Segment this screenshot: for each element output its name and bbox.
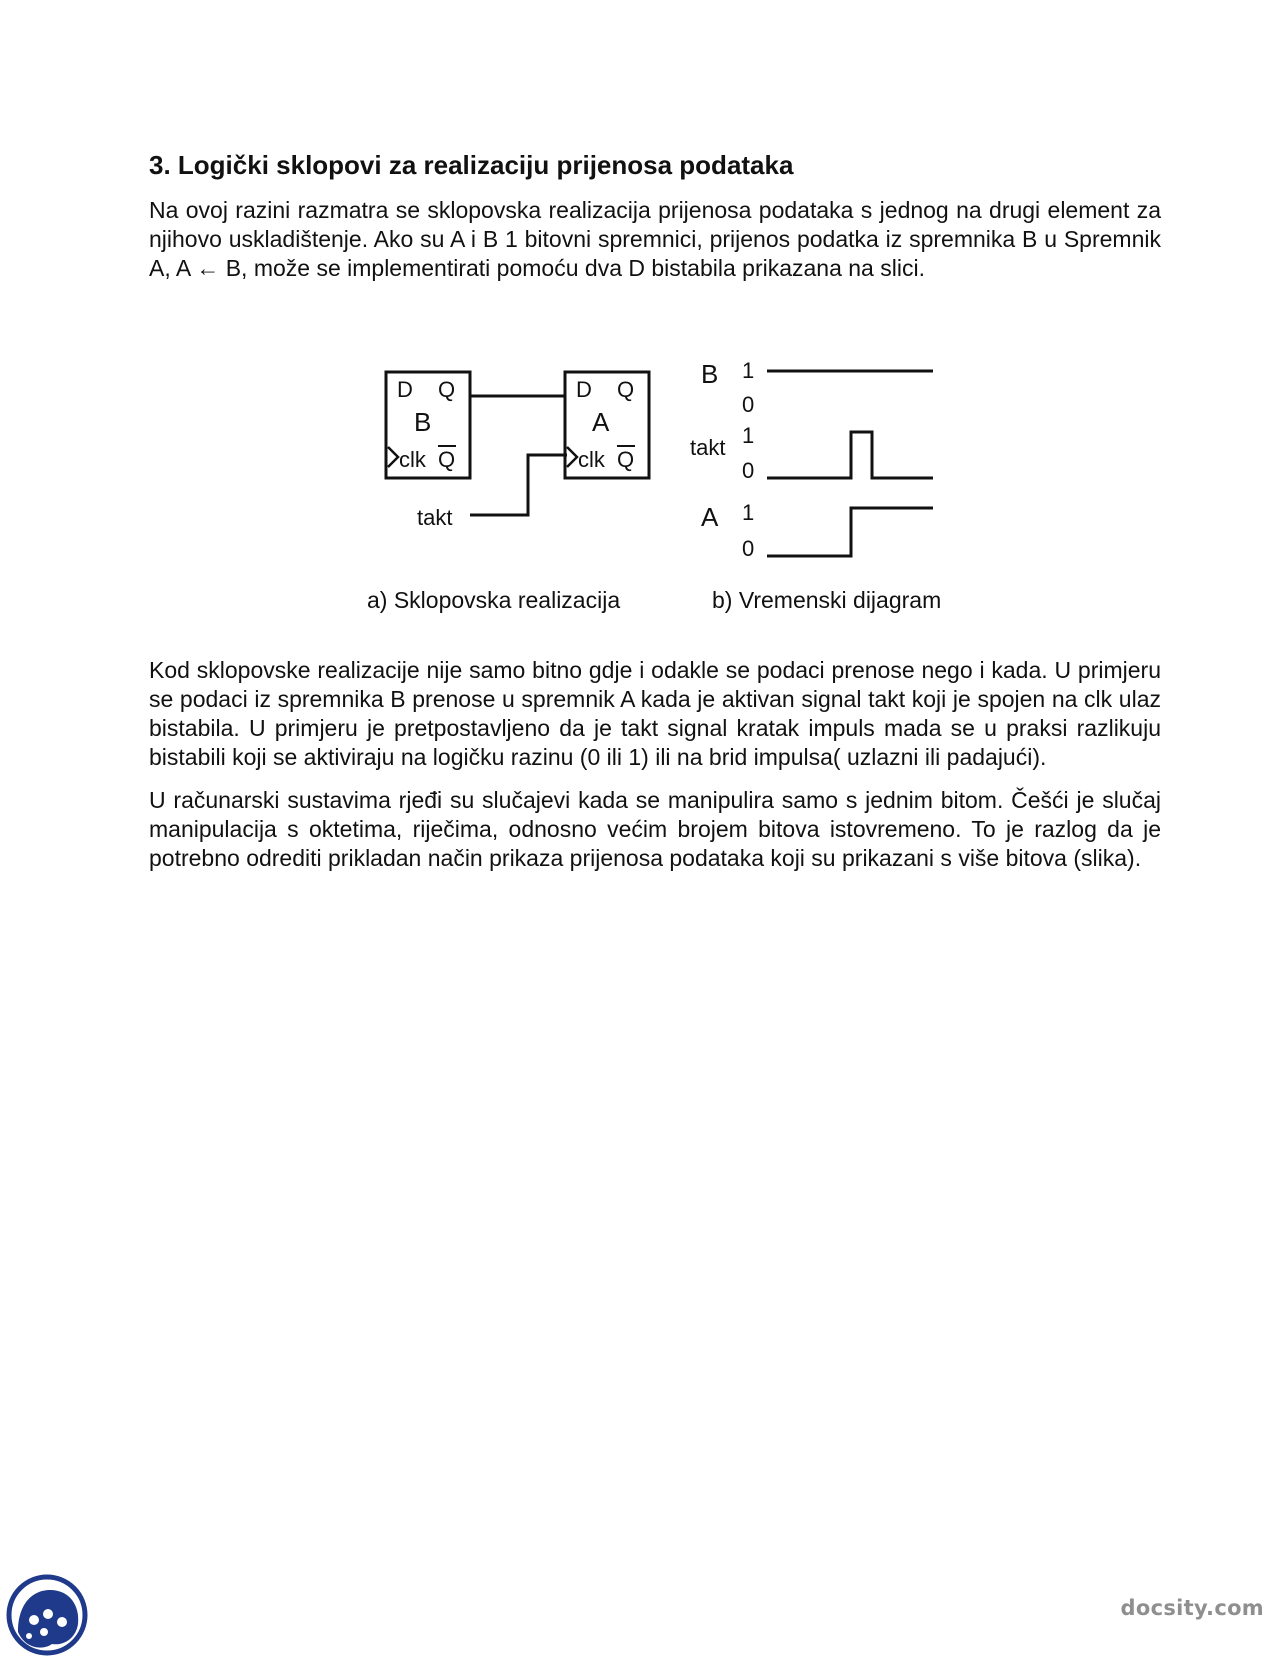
timing-diagram [690,358,933,561]
caption-timing: b) Vremenski dijagram [712,587,942,613]
signal-takt-name: takt [690,435,726,460]
flipflop-b-qbar-label: Q [438,447,456,472]
flipflop-b [386,372,470,478]
flipflop-b-clock-triangle [388,447,398,467]
figure [0,0,1280,640]
flipflop-b-q-label: Q [438,377,456,402]
intro-paragraph: Na ovoj razini razmatra se sklopovska realizacija prijenosa podataka s jednog na drugi element za njihovo uskladištenje. Ako su A i B 1 bitovni spremnici, prijenos podatka iz spremnika B u Spremnik A, A ← B, može se implementirati pomoću dva D bistabila prikazana na slici. [149,197,1161,281]
signal-b-name: B [701,359,719,389]
signal-a-high-label: 1 [742,500,755,525]
timing-paragraph: Kod sklopovske realizacije nije samo bitno gdje i odakle se podaci prenose nego i kada. U primjeru se podaci iz spremnika B prenose u spremnik A kada je aktivan signal takt koji je spojen na clk ulaz bistabila. U primjeru je pretpostavljeno da je takt signal kratak impuls mada se u praksi razlikuju bistabili koji se aktiviraju na logičku razinu (0 ili 1) ili na brid impulsa( uzlazni ili padajući). [149,657,1161,770]
flipflop-a-clock-triangle [567,447,577,467]
signal-takt-low-label: 0 [742,458,755,483]
flipflop-a-q-label: Q [617,377,635,402]
multibit-paragraph: U računarski sustavima rjeđi su slučajevi kada se manipulira samo s jednim bitom. Češći je slučaj manipulacija s oktetima, riječima, odnosno većim brojem bitova istovremeno. To je razlog da je potrebno odrediti prikladan način prikaza prijenosa podataka koji su prikazani s više bitova (slika). [149,787,1161,871]
flipflop-a-d-label: D [576,377,592,402]
flipflop-a-clk-label: clk [578,447,605,472]
signal-a-waveform [767,508,933,556]
signal-takt-high-label: 1 [742,423,755,448]
takt-input-label: takt [417,505,453,530]
wire-takt-to-a-clk [470,455,567,515]
docsity-logo-icon[interactable] [4,1572,90,1658]
flipflop-b-name: B [414,407,432,437]
page-content-lower [149,656,1161,887]
signal-b-low-label: 0 [742,392,755,417]
flipflop-a-qbar-label: Q [617,447,635,472]
signal-a-low-label: 0 [742,536,755,561]
signal-b-high-label: 1 [742,358,755,383]
signal-takt-waveform [767,432,933,478]
flipflop-a [565,372,649,478]
docsity-wordmark[interactable]: docsity.com [1120,1596,1264,1620]
signal-a-name: A [701,502,719,532]
flipflop-b-clk-label: clk [399,447,426,472]
flipflop-a-name: A [592,407,610,437]
section-title: 3. Logički sklopovi za realizaciju prijenosa podataka [149,150,794,180]
flipflop-b-d-label: D [397,377,413,402]
caption-circuit: a) Sklopovska realizacija [367,587,621,613]
